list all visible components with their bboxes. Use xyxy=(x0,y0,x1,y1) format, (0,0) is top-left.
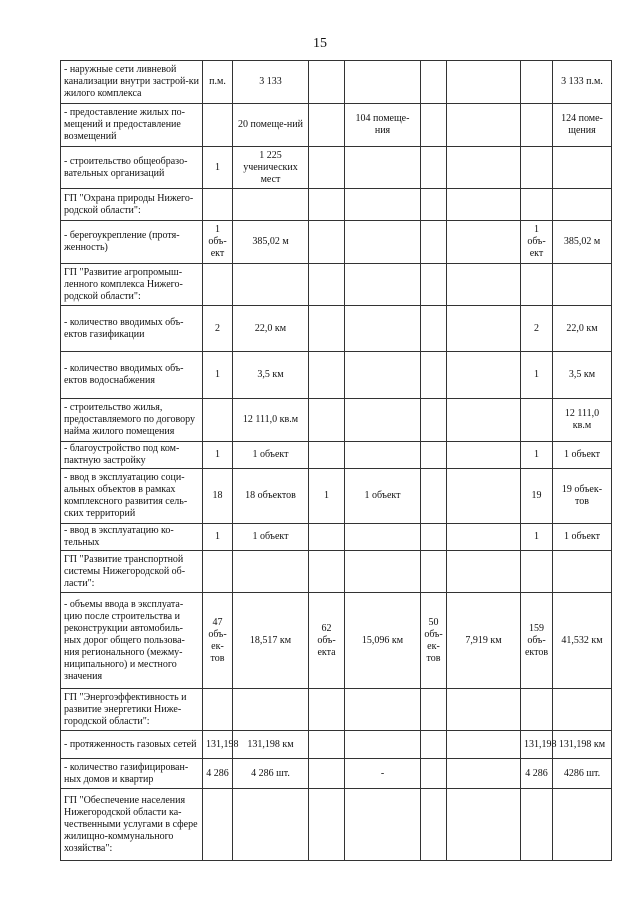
table-cell: 385,02 м xyxy=(553,221,612,264)
table-cell xyxy=(203,104,233,147)
table-cell xyxy=(203,399,233,442)
table-cell: 1 xyxy=(203,147,233,189)
table-cell xyxy=(521,189,553,221)
page-number: 15 xyxy=(313,36,327,51)
table-cell xyxy=(447,352,521,399)
table-cell xyxy=(447,551,521,593)
table-row xyxy=(61,104,612,147)
table-cell xyxy=(447,264,521,306)
table-cell: 3 133 xyxy=(233,61,309,104)
row-label: ГП "Обеспечение населения Нижегородской области ка-чественными услугами в сфере жилищно-коммунального хозяйства": xyxy=(61,789,203,861)
table-cell: 4286 шт. xyxy=(553,759,612,789)
table-cell: 104 помеще-ния xyxy=(345,104,421,147)
table-cell: - xyxy=(345,759,421,789)
row-label: - строительство жилья, предоставляемого по договору найма жилого помещения xyxy=(61,399,203,442)
table-cell: 1 xyxy=(203,352,233,399)
table-cell xyxy=(447,469,521,524)
table-cell: 15,096 км xyxy=(345,593,421,689)
table-cell: 1 xyxy=(521,352,553,399)
table-cell: 18 xyxy=(203,469,233,524)
table-row xyxy=(61,306,612,352)
table-cell xyxy=(345,306,421,352)
table-cell: 47 объ-ек-тов xyxy=(203,593,233,689)
table-cell xyxy=(345,689,421,731)
table-row xyxy=(61,264,612,306)
table-cell xyxy=(447,442,521,469)
table-cell xyxy=(521,264,553,306)
table-cell xyxy=(309,524,345,551)
table-cell xyxy=(421,731,447,759)
table-row xyxy=(61,551,612,593)
table-cell xyxy=(447,689,521,731)
table-cell: 62 объ-екта xyxy=(309,593,345,689)
table-cell xyxy=(447,189,521,221)
table-cell xyxy=(345,264,421,306)
table-cell xyxy=(421,306,447,352)
table-row xyxy=(61,442,612,469)
table-cell xyxy=(421,442,447,469)
row-label: - количество газифицирован-ных домов и квартир xyxy=(61,759,203,789)
table-cell xyxy=(421,61,447,104)
table-cell xyxy=(447,104,521,147)
table-cell xyxy=(309,352,345,399)
table-cell: 18 объектов xyxy=(233,469,309,524)
table-cell xyxy=(447,61,521,104)
table-cell xyxy=(345,352,421,399)
table-cell xyxy=(447,306,521,352)
table-cell xyxy=(447,789,521,861)
row-label: - строительство общеобразо-вательных организаций xyxy=(61,147,203,189)
row-label: ГП "Развитие агропромыш-ленного комплекса Нижего-родской области": xyxy=(61,264,203,306)
table-cell xyxy=(421,221,447,264)
table-cell xyxy=(309,551,345,593)
table-row xyxy=(61,61,612,104)
table-cell xyxy=(309,689,345,731)
table-cell xyxy=(203,264,233,306)
row-label: - благоустройство под ком-пактную застройку xyxy=(61,442,203,469)
table-cell: 3,5 км xyxy=(553,352,612,399)
table-cell: 4 286 шт. xyxy=(233,759,309,789)
table-cell xyxy=(309,399,345,442)
table-row xyxy=(61,759,612,789)
table-cell xyxy=(421,352,447,399)
table-cell xyxy=(345,524,421,551)
table-row xyxy=(61,524,612,551)
table-cell xyxy=(421,147,447,189)
table-cell xyxy=(203,689,233,731)
table-cell xyxy=(421,104,447,147)
row-label: ГП "Развитие транспортной системы Нижегородской об-ласти": xyxy=(61,551,203,593)
row-label: - наружные сети ливневой канализации внутри застрой-ки жилого комплекса xyxy=(61,61,203,104)
table-cell: 1 xyxy=(309,469,345,524)
table-cell: п.м. xyxy=(203,61,233,104)
table-cell xyxy=(421,689,447,731)
table-cell: 124 поме-щения xyxy=(553,104,612,147)
row-label: - объемы ввода в эксплуата-цию после строительства и реконструкции автомобиль-ных дорог общего пользова-ния регионального (межму-ниципального) и местного значения xyxy=(61,593,203,689)
table-cell xyxy=(421,551,447,593)
table-cell: 1 225 ученических мест xyxy=(233,147,309,189)
row-label: - ввод в эксплуатацию ко-тельных xyxy=(61,524,203,551)
table-cell xyxy=(309,189,345,221)
table-cell xyxy=(521,689,553,731)
table-body xyxy=(61,61,612,861)
table-cell: 20 помеще-ний xyxy=(233,104,309,147)
table-cell xyxy=(345,731,421,759)
table-cell xyxy=(345,61,421,104)
table-cell: 159 объ-ектов xyxy=(521,593,553,689)
table-cell xyxy=(309,221,345,264)
table-cell xyxy=(447,399,521,442)
table-cell xyxy=(345,189,421,221)
table-cell xyxy=(447,524,521,551)
table-cell: 1 объ-ект xyxy=(203,221,233,264)
table-cell: 1 объект xyxy=(233,524,309,551)
table-cell: 12 111,0 кв.м xyxy=(553,399,612,442)
table-cell xyxy=(345,399,421,442)
table-cell xyxy=(309,147,345,189)
table-cell xyxy=(233,189,309,221)
table-cell xyxy=(447,147,521,189)
table-cell xyxy=(521,104,553,147)
table-cell xyxy=(233,689,309,731)
table-cell: 1 объект xyxy=(345,469,421,524)
table-cell xyxy=(553,264,612,306)
table-cell xyxy=(521,551,553,593)
table-cell xyxy=(553,147,612,189)
table-cell: 41,532 км xyxy=(553,593,612,689)
table-cell xyxy=(309,789,345,861)
table-cell xyxy=(345,551,421,593)
table-cell xyxy=(309,104,345,147)
row-label: - количество вводимых объ-ектов газификации xyxy=(61,306,203,352)
table-cell: 4 286 xyxy=(203,759,233,789)
table-cell xyxy=(345,442,421,469)
table-cell xyxy=(421,789,447,861)
table-cell: 1 xyxy=(203,524,233,551)
table-cell: 131,198 xyxy=(203,731,233,759)
table-cell xyxy=(447,731,521,759)
table-row xyxy=(61,469,612,524)
table-row xyxy=(61,731,612,759)
table-cell: 131,198 xyxy=(521,731,553,759)
table-cell xyxy=(233,551,309,593)
table-cell xyxy=(521,789,553,861)
table-cell xyxy=(447,759,521,789)
table-cell xyxy=(233,789,309,861)
table-cell: 1 xyxy=(203,442,233,469)
table-cell xyxy=(421,264,447,306)
row-label: ГП "Энергоэффективность и развитие энергетики Ниже-городской области": xyxy=(61,689,203,731)
table-row xyxy=(61,593,612,689)
row-label: - протяженность газовых сетей xyxy=(61,731,203,759)
table-cell xyxy=(421,759,447,789)
table-cell: 2 xyxy=(203,306,233,352)
table-cell: 131,198 км xyxy=(553,731,612,759)
table-cell xyxy=(421,189,447,221)
table-cell xyxy=(553,689,612,731)
table-cell xyxy=(553,189,612,221)
table-cell xyxy=(521,61,553,104)
table-cell: 19 xyxy=(521,469,553,524)
table-cell: 1 объект xyxy=(553,442,612,469)
table-row xyxy=(61,789,612,861)
table-cell xyxy=(309,442,345,469)
table-cell xyxy=(309,264,345,306)
table-cell: 1 xyxy=(521,442,553,469)
table-cell: 4 286 xyxy=(521,759,553,789)
table-cell xyxy=(203,189,233,221)
table-cell: 1 объект xyxy=(233,442,309,469)
table-cell: 7,919 км xyxy=(447,593,521,689)
table-cell: 18,517 км xyxy=(233,593,309,689)
table-cell xyxy=(309,759,345,789)
table-cell: 3,5 км xyxy=(233,352,309,399)
row-label: - количество вводимых объ-ектов водоснабжения xyxy=(61,352,203,399)
table-row xyxy=(61,147,612,189)
table-cell: 19 объек-тов xyxy=(553,469,612,524)
table-cell xyxy=(421,524,447,551)
table-cell: 12 111,0 кв.м xyxy=(233,399,309,442)
row-label: - ввод в эксплуатацию соци-альных объектов в рамках комплексного развития сель-ских территорий xyxy=(61,469,203,524)
table-cell xyxy=(521,399,553,442)
table-row xyxy=(61,189,612,221)
table-cell xyxy=(345,789,421,861)
table-cell xyxy=(345,221,421,264)
table-cell xyxy=(421,399,447,442)
table-cell: 131,198 км xyxy=(233,731,309,759)
table-cell xyxy=(233,264,309,306)
table-cell xyxy=(553,551,612,593)
row-label: - берегоукрепление (протя-женность) xyxy=(61,221,203,264)
table-cell: 22,0 км xyxy=(233,306,309,352)
table-row xyxy=(61,352,612,399)
table-cell: 385,02 м xyxy=(233,221,309,264)
row-label: - предоставление жилых по-мещений и предоставление возмещений xyxy=(61,104,203,147)
table-cell xyxy=(309,61,345,104)
table-cell xyxy=(521,147,553,189)
table-cell xyxy=(309,306,345,352)
table-row xyxy=(61,221,612,264)
table-cell xyxy=(421,469,447,524)
table-cell: 1 объ-ект xyxy=(521,221,553,264)
table-cell xyxy=(553,789,612,861)
table-cell xyxy=(447,221,521,264)
table-cell xyxy=(309,731,345,759)
table-cell: 1 объект xyxy=(553,524,612,551)
table-cell: 1 xyxy=(521,524,553,551)
table-cell xyxy=(203,551,233,593)
table-cell xyxy=(345,147,421,189)
table-cell: 22,0 км xyxy=(553,306,612,352)
table-row xyxy=(61,399,612,442)
row-label: ГП "Охрана природы Нижего-родской области": xyxy=(61,189,203,221)
table-cell: 2 xyxy=(521,306,553,352)
table-cell xyxy=(203,789,233,861)
table-cell: 50 объ-ек-тов xyxy=(421,593,447,689)
table-row xyxy=(61,689,612,731)
table-cell: 3 133 п.м. xyxy=(553,61,612,104)
data-table xyxy=(60,60,612,861)
